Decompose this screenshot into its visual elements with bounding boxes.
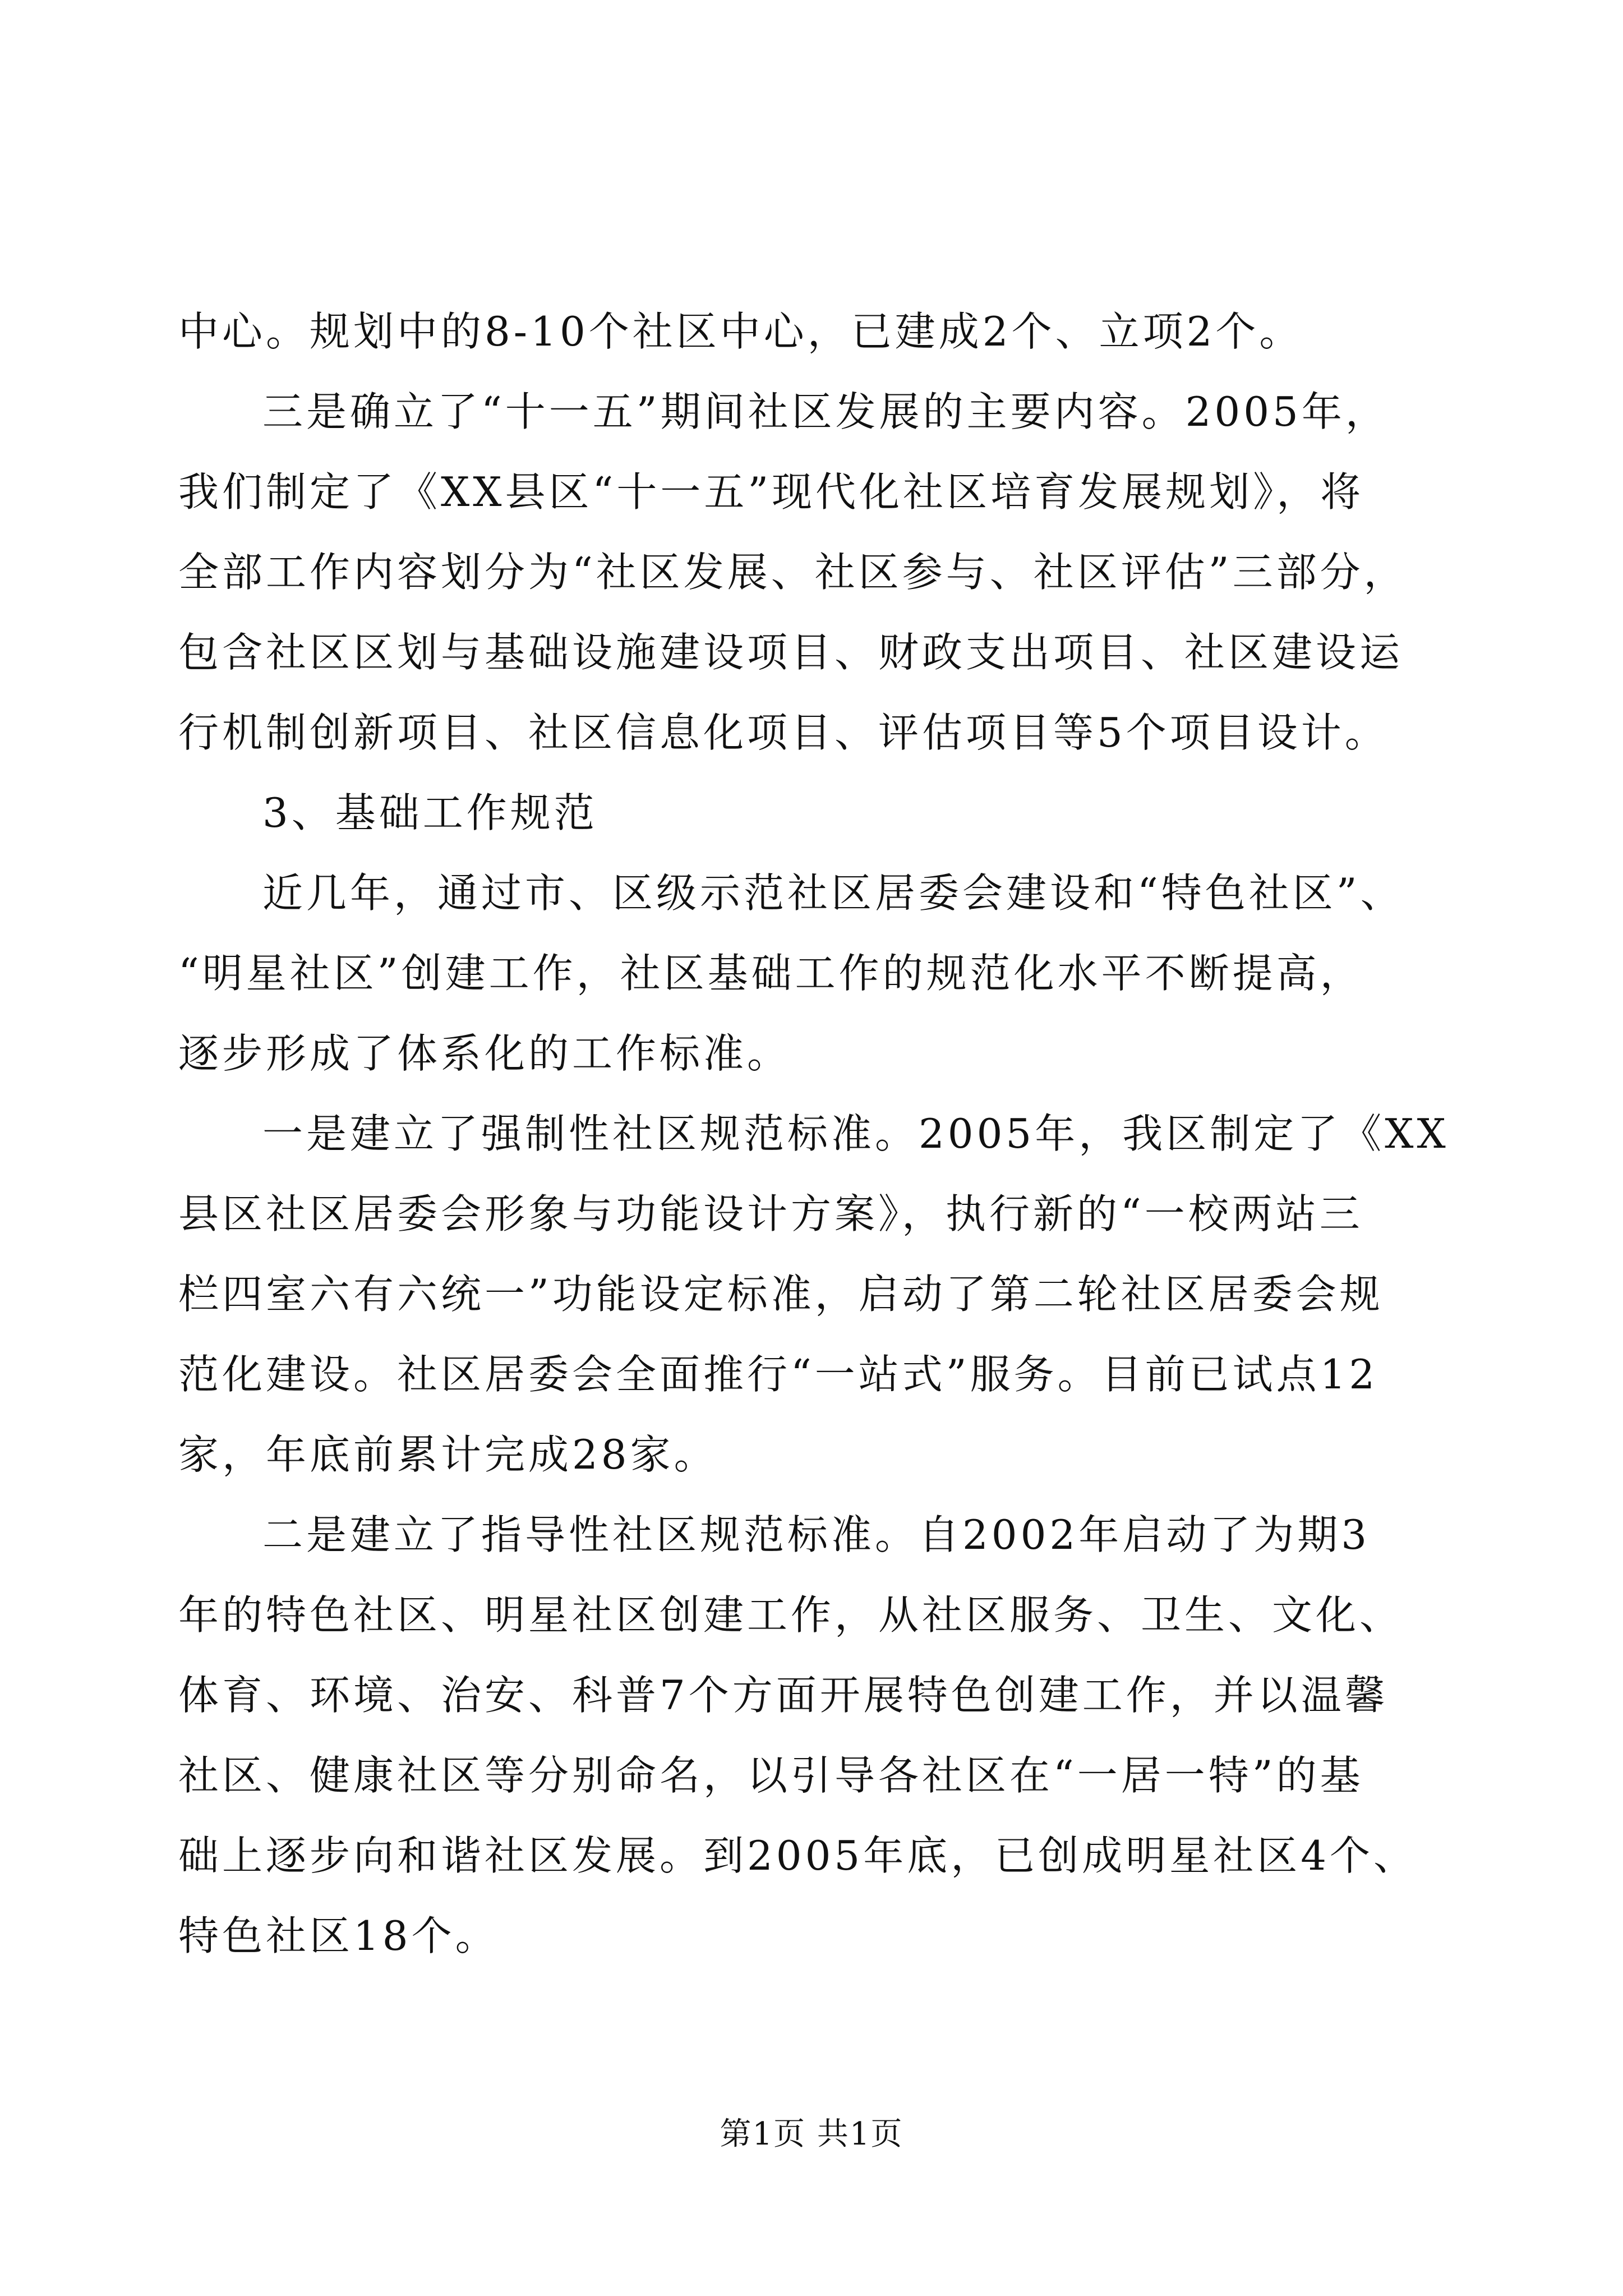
text-line: 特色社区18个。 — [178, 1912, 499, 1959]
page-footer: 第1页 共1页 — [720, 2116, 903, 2152]
document-body — [178, 292, 1449, 1976]
text-line: 三是确立了“十一五”期间社区发展的主要内容。2005年， — [262, 388, 1389, 435]
text-line: 行机制创新项目、社区信息化项目、评估项目等5个项目设计。 — [178, 709, 1389, 756]
text-line: 包含社区区划与基础设施建设项目、财政支出项目、社区建设运 — [178, 629, 1404, 676]
text-line: 县区社区居委会形象与功能设计方案》，执行新的“一校两站三 — [178, 1190, 1363, 1237]
text-line: 体育、环境、治安、科普7个方面开展特色创建工作，并以温馨 — [178, 1672, 1389, 1719]
text-line: 栏四室六有六统一”功能设定标准，启动了第二轮社区居委会规 — [178, 1271, 1384, 1318]
text-line: 我们制定了《XX县区“十一五”现代化社区培育发展规划》，将 — [178, 468, 1364, 516]
text-line: 中心。规划中的8-10个社区中心，已建成2个、立项2个。 — [178, 308, 1303, 355]
text-line: 一是建立了强制性社区规范标准。2005年，我区制定了《XX — [262, 1110, 1449, 1157]
text-line: 范化建设。社区居委会全面推行“一站式”服务。目前已试点12 — [178, 1351, 1378, 1398]
text-line: 近几年，通过市、区级示范社区居委会建设和“特色社区”、 — [262, 869, 1404, 917]
section-heading: 3、基础工作规范 — [262, 789, 598, 836]
text-line: “明星社区”创建工作，社区基础工作的规范化水平不断提高， — [178, 950, 1364, 997]
text-line: 年的特色社区、明星社区创建工作，从社区服务、卫生、文化、 — [178, 1591, 1404, 1639]
text-line: 础上逐步向和谐社区发展。到2005年底，已创成明星社区4个、 — [178, 1832, 1418, 1879]
text-line: 全部工作内容划分为“社区发展、社区参与、社区评估”三部分， — [178, 549, 1408, 596]
text-line: 家，年底前累计完成28家。 — [178, 1431, 718, 1478]
text-line: 社区、健康社区等分别命名，以引导各社区在“一居一特”的基 — [178, 1752, 1364, 1799]
text-line: 二是建立了指导性社区规范标准。自2002年启动了为期3 — [262, 1511, 1371, 1558]
text-line: 逐步形成了体系化的工作标准。 — [178, 1030, 791, 1077]
